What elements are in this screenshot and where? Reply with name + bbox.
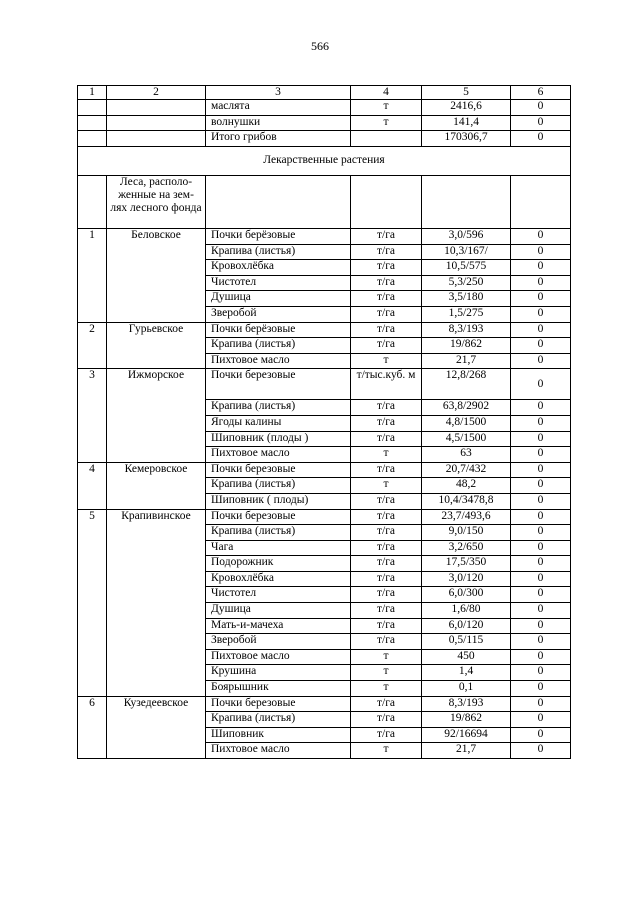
section-title: Лекарственные растения <box>78 147 571 176</box>
item-value: 8,3/193 <box>422 696 511 712</box>
item-col6: 0 <box>511 743 571 759</box>
forests-header-row <box>78 176 571 229</box>
table-cell <box>511 176 571 229</box>
item-name: Мать-и-мачеха <box>206 618 351 634</box>
item-value: 21,7 <box>422 353 511 369</box>
forests-header: Леса, располо-женные на зем-лях лесного фонда <box>107 176 206 229</box>
item-col6: 0 <box>511 587 571 603</box>
table-row <box>78 509 571 525</box>
item-col6: 0 <box>511 462 571 478</box>
item-value: 2416,6 <box>422 100 511 116</box>
page-number: 566 <box>311 39 329 53</box>
item-unit: т/га <box>351 603 422 619</box>
item-unit: т/га <box>351 618 422 634</box>
group-number: 4 <box>78 462 107 509</box>
item-unit: т/га <box>351 634 422 650</box>
item-col6: 0 <box>511 260 571 276</box>
item-unit: т <box>351 100 422 116</box>
table-cell <box>78 115 107 131</box>
item-name: Подорожник <box>206 556 351 572</box>
item-col6: 0 <box>511 115 571 131</box>
item-unit: т <box>351 353 422 369</box>
forest-name: Крапивинское <box>107 509 206 696</box>
item-unit: т/га <box>351 229 422 245</box>
item-col6: 0 <box>511 681 571 697</box>
item-value: 21,7 <box>422 743 511 759</box>
item-value: 63,8/2902 <box>422 400 511 416</box>
item-col6: 0 <box>511 618 571 634</box>
item-name: Душица <box>206 603 351 619</box>
header-cell: 5 <box>422 86 511 100</box>
item-value: 1,4 <box>422 665 511 681</box>
item-value: 48,2 <box>422 478 511 494</box>
item-value: 10,5/575 <box>422 260 511 276</box>
table-cell <box>351 176 422 229</box>
item-name: Боярышник <box>206 681 351 697</box>
item-unit: т/га <box>351 509 422 525</box>
item-value: 19/862 <box>422 712 511 728</box>
item-name: Почки берёзовые <box>206 322 351 338</box>
item-col6: 0 <box>511 131 571 147</box>
item-value: 10,3/167/ <box>422 244 511 260</box>
table-cell <box>107 115 206 131</box>
header-cell: 1 <box>78 86 107 100</box>
item-unit: т/га <box>351 462 422 478</box>
item-name: Чистотел <box>206 275 351 291</box>
item-col6: 0 <box>511 415 571 431</box>
table-row <box>78 131 571 147</box>
item-col6: 0 <box>511 556 571 572</box>
item-unit: т/тыс.куб. м <box>351 369 422 400</box>
item-value: 450 <box>422 649 511 665</box>
item-col6: 0 <box>511 306 571 322</box>
item-col6: 0 <box>511 696 571 712</box>
item-col6: 0 <box>511 493 571 509</box>
item-col6: 0 <box>511 540 571 556</box>
item-name: маслята <box>206 100 351 116</box>
item-col6: 0 <box>511 603 571 619</box>
item-unit: т/га <box>351 525 422 541</box>
forest-name: Гурьевское <box>107 322 206 369</box>
item-col6: 0 <box>511 431 571 447</box>
item-col6: 0 <box>511 353 571 369</box>
item-unit: т/га <box>351 696 422 712</box>
item-value: 20,7/432 <box>422 462 511 478</box>
item-col6: 0 <box>511 649 571 665</box>
item-name: волнушки <box>206 115 351 131</box>
item-col6: 0 <box>511 369 571 400</box>
item-name: Крапива (листья) <box>206 400 351 416</box>
item-unit: т <box>351 115 422 131</box>
item-unit: т/га <box>351 291 422 307</box>
group-number: 2 <box>78 322 107 369</box>
forest-name: Кузедеевское <box>107 696 206 758</box>
item-name: Крапива (листья) <box>206 712 351 728</box>
item-unit: т/га <box>351 260 422 276</box>
item-col6: 0 <box>511 571 571 587</box>
item-name: Чистотел <box>206 587 351 603</box>
item-value: 10,4/3478,8 <box>422 493 511 509</box>
table-row <box>78 369 571 400</box>
forest-name: Беловское <box>107 229 206 323</box>
item-value: 6,0/120 <box>422 618 511 634</box>
item-value: 12,8/268 <box>422 369 511 400</box>
item-col6: 0 <box>511 525 571 541</box>
item-value: 3,0/596 <box>422 229 511 245</box>
item-unit: т/га <box>351 571 422 587</box>
group-number: 6 <box>78 696 107 758</box>
item-unit: т/га <box>351 306 422 322</box>
header-cell: 6 <box>511 86 571 100</box>
item-unit: т/га <box>351 587 422 603</box>
item-col6: 0 <box>511 322 571 338</box>
item-unit: т/га <box>351 556 422 572</box>
forest-name: Кемеровское <box>107 462 206 509</box>
item-name: Почки берёзовые <box>206 229 351 245</box>
item-value: 5,3/250 <box>422 275 511 291</box>
section-row <box>78 147 571 176</box>
item-value: 17,5/350 <box>422 556 511 572</box>
item-value: 141,4 <box>422 115 511 131</box>
item-name: Шиповник ( плоды) <box>206 493 351 509</box>
item-name: Ягоды калины <box>206 415 351 431</box>
item-name: Кровохлёбка <box>206 571 351 587</box>
item-value: 4,5/1500 <box>422 431 511 447</box>
item-value: 19/862 <box>422 338 511 354</box>
item-unit: т/га <box>351 431 422 447</box>
item-value: 3,2/650 <box>422 540 511 556</box>
table-header-row <box>78 86 571 100</box>
item-name: Кровохлёбка <box>206 260 351 276</box>
item-name: Пихтовое масло <box>206 447 351 463</box>
item-name: Почки березовые <box>206 696 351 712</box>
table-cell <box>78 176 107 229</box>
item-unit: т/га <box>351 540 422 556</box>
item-unit: т <box>351 478 422 494</box>
table-row <box>78 115 571 131</box>
item-unit: т/га <box>351 727 422 743</box>
item-unit: т/га <box>351 244 422 260</box>
item-col6: 0 <box>511 447 571 463</box>
item-col6: 0 <box>511 291 571 307</box>
table-cell <box>78 100 107 116</box>
table-cell <box>422 176 511 229</box>
table-row <box>78 462 571 478</box>
item-col6: 0 <box>511 400 571 416</box>
item-name: Чага <box>206 540 351 556</box>
item-name: Шиповник (плоды ) <box>206 431 351 447</box>
item-name: Итого грибов <box>206 131 351 147</box>
item-value: 8,3/193 <box>422 322 511 338</box>
data-table <box>77 85 571 759</box>
item-name: Пихтовое масло <box>206 649 351 665</box>
item-name: Крапива (листья) <box>206 338 351 354</box>
item-col6: 0 <box>511 244 571 260</box>
item-value: 3,0/120 <box>422 571 511 587</box>
group-number: 5 <box>78 509 107 696</box>
header-cell: 3 <box>206 86 351 100</box>
item-name: Зверобой <box>206 306 351 322</box>
item-value: 1,5/275 <box>422 306 511 322</box>
item-unit: т/га <box>351 322 422 338</box>
table-cell <box>78 131 107 147</box>
item-name: Почки березовые <box>206 462 351 478</box>
item-unit: т/га <box>351 415 422 431</box>
item-value: 23,7/493,6 <box>422 509 511 525</box>
item-name: Почки березовые <box>206 509 351 525</box>
item-name: Шиповник <box>206 727 351 743</box>
item-name: Душица <box>206 291 351 307</box>
item-unit: т/га <box>351 400 422 416</box>
item-unit: т/га <box>351 493 422 509</box>
table-cell <box>107 100 206 116</box>
item-col6: 0 <box>511 665 571 681</box>
item-value: 0,5/115 <box>422 634 511 650</box>
item-name: Пихтовое масло <box>206 743 351 759</box>
item-col6: 0 <box>511 727 571 743</box>
table-row <box>78 100 571 116</box>
item-col6: 0 <box>511 509 571 525</box>
item-name: Крапива (листья) <box>206 525 351 541</box>
table-row <box>78 229 571 245</box>
item-name: Почки березовые <box>206 369 351 400</box>
item-unit <box>351 131 422 147</box>
table-cell <box>107 131 206 147</box>
item-value: 92/16694 <box>422 727 511 743</box>
item-col6: 0 <box>511 478 571 494</box>
table-cell <box>206 176 351 229</box>
table-row <box>78 322 571 338</box>
item-name: Крапива (листья) <box>206 244 351 260</box>
item-name: Крушина <box>206 665 351 681</box>
item-col6: 0 <box>511 634 571 650</box>
item-value: 6,0/300 <box>422 587 511 603</box>
item-unit: т <box>351 681 422 697</box>
item-name: Пихтовое масло <box>206 353 351 369</box>
group-number: 3 <box>78 369 107 462</box>
item-name: Зверобой <box>206 634 351 650</box>
item-value: 1,6/80 <box>422 603 511 619</box>
item-value: 3,5/180 <box>422 291 511 307</box>
item-value: 0,1 <box>422 681 511 697</box>
item-value: 9,0/150 <box>422 525 511 541</box>
item-value: 170306,7 <box>422 131 511 147</box>
forest-name: Ижморское <box>107 369 206 462</box>
item-col6: 0 <box>511 275 571 291</box>
item-unit: т <box>351 743 422 759</box>
item-col6: 0 <box>511 338 571 354</box>
item-col6: 0 <box>511 712 571 728</box>
item-value: 63 <box>422 447 511 463</box>
item-unit: т/га <box>351 275 422 291</box>
item-col6: 0 <box>511 229 571 245</box>
item-unit: т <box>351 447 422 463</box>
group-number: 1 <box>78 229 107 323</box>
item-unit: т/га <box>351 338 422 354</box>
item-unit: т <box>351 649 422 665</box>
item-col6: 0 <box>511 100 571 116</box>
header-cell: 4 <box>351 86 422 100</box>
item-unit: т <box>351 665 422 681</box>
header-cell: 2 <box>107 86 206 100</box>
item-unit: т/га <box>351 712 422 728</box>
item-value: 4,8/1500 <box>422 415 511 431</box>
item-name: Крапива (листья) <box>206 478 351 494</box>
table-row <box>78 696 571 712</box>
